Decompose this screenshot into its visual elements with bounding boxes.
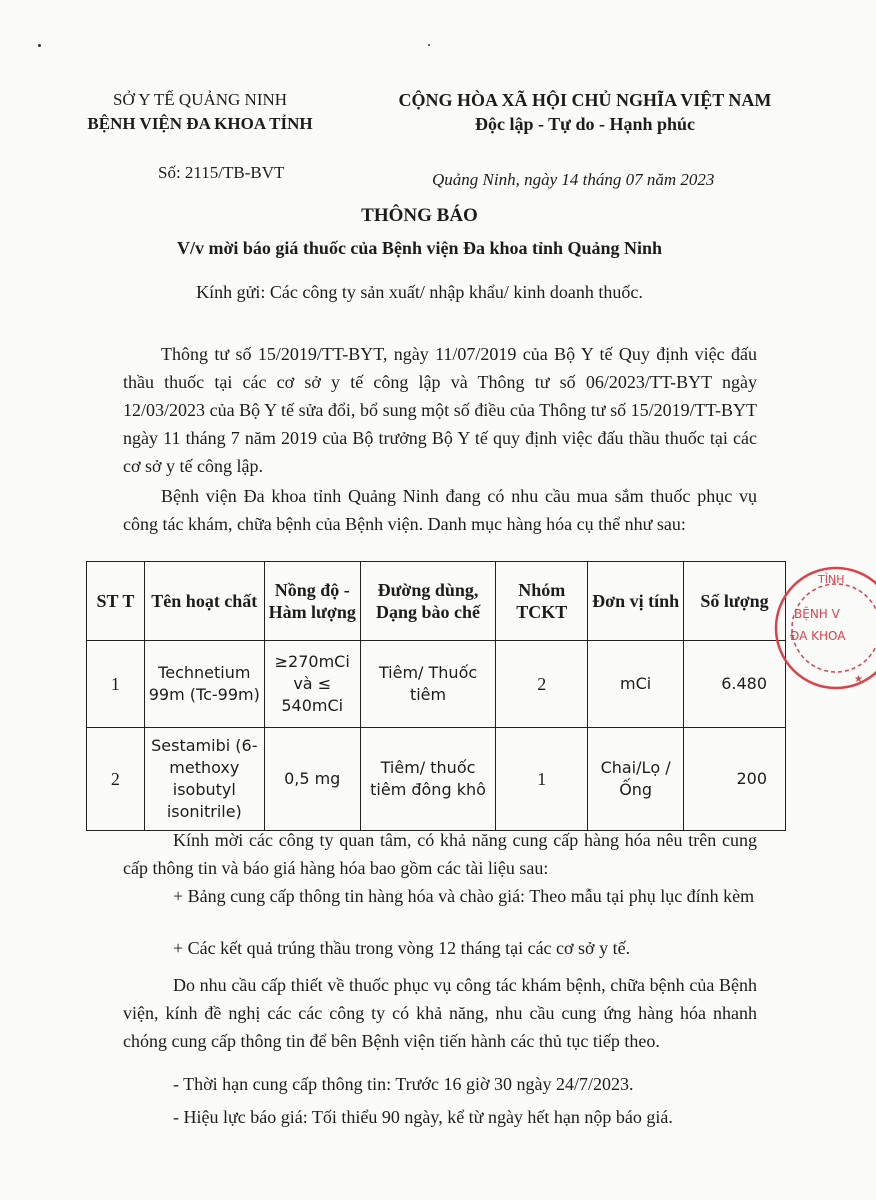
header-unit: Đơn vị tính bbox=[588, 562, 684, 641]
issuer-hospital: BỆNH VIỆN ĐA KHOA TỈNH bbox=[87, 114, 313, 133]
greeting: Kính gửi: Các công ty sản xuất/ nhập khẩu/ kinh doanh thuốc. bbox=[196, 282, 643, 302]
scan-speck bbox=[38, 44, 41, 47]
cell-quantity: 6.480 bbox=[684, 641, 786, 728]
cell-unit: mCi bbox=[588, 641, 684, 728]
header-group: Nhóm TCKT bbox=[496, 562, 588, 641]
paragraph-request: Do nhu cầu cấp thiết về thuốc phục vụ công tác khám bệnh, chữa bệnh của Bệnh viện, kính đề nghị các các công ty có khả năng, nhu cầu cung ứng hàng hóa nhanh chóng cung cấp thông tin để bên Bệnh viện tiến hành các thủ tục tiếp theo. bbox=[123, 975, 757, 1051]
scan-speck bbox=[428, 44, 430, 46]
header-route: Đường dùng, Dạng bào chế bbox=[360, 562, 496, 641]
document-number: Số: 2115/TB-BVT bbox=[158, 163, 285, 182]
table-row bbox=[87, 728, 786, 831]
cell-concentration: 0,5 mg bbox=[264, 728, 360, 831]
place-date: Quảng Ninh, ngày 14 tháng 07 năm 2023 bbox=[432, 170, 715, 189]
stamp-text-bottom: ĐA KHOA bbox=[790, 629, 846, 643]
drug-table bbox=[86, 561, 786, 831]
stamp-star-icon: ★ bbox=[854, 674, 863, 685]
cell-route: Tiêm/ thuốc tiêm đông khô bbox=[360, 728, 496, 831]
cell-concentration: ≥270mCi và ≤ 540mCi bbox=[264, 641, 360, 728]
cell-stt: 2 bbox=[87, 728, 145, 831]
cell-name: Sestamibi (6-methoxy isobutyl isonitrile) bbox=[144, 728, 264, 831]
cell-route: Tiêm/ Thuốc tiêm bbox=[360, 641, 496, 728]
cell-group: 2 bbox=[496, 641, 588, 728]
national-motto: Độc lập - Tự do - Hạnh phúc bbox=[474, 114, 696, 134]
stamp-outer-ring bbox=[776, 568, 876, 688]
cell-unit: Chai/Lọ /Ống bbox=[588, 728, 684, 831]
header-stt: ST T bbox=[87, 562, 145, 641]
cell-quantity: 200 bbox=[684, 728, 786, 831]
hospital-stamp bbox=[766, 558, 876, 708]
header-concentration: Nồng độ - Hàm lượng bbox=[264, 562, 360, 641]
paragraph-legal-basis: Thông tư số 15/2019/TT-BYT, ngày 11/07/2019 của Bộ Y tế Quy định việc đấu thầu thuốc tại các cơ sở y tế công lập và Thông tư số 06/2023/TT-BYT ngày 12/03/2023 của Bộ Y tế sửa đổi, bổ sung một số điều của Thông tư số 15/2019/TT-BYT ngày 11 tháng 7 năm 2019 của Bộ trưởng Bộ Y tế quy định việc đấu thầu thuốc tại các cơ sở y tế công lập. bbox=[123, 344, 757, 476]
bullet-tender-results: + Các kết quả trúng thầu trong vòng 12 tháng tại các cơ sở y tế. bbox=[173, 938, 631, 958]
nation-title: CỘNG HÒA XÃ HỘI CHỦ NGHĨA VIỆT NAM bbox=[398, 90, 772, 110]
document-subtitle: V/v mời báo giá thuốc của Bệnh viện Đa khoa tỉnh Quảng Ninh bbox=[176, 238, 663, 258]
header-quantity: Số lượng bbox=[684, 562, 786, 641]
paragraph-need: Bệnh viện Đa khoa tỉnh Quảng Ninh đang có nhu cầu mua sắm thuốc phục vụ công tác khám, chữa bệnh của Bệnh viện. Danh mục hàng hóa cụ thể như sau: bbox=[123, 486, 757, 534]
cell-stt: 1 bbox=[87, 641, 145, 728]
table-row bbox=[87, 641, 786, 728]
validity-line: - Hiệu lực báo giá: Tối thiểu 90 ngày, kể từ ngày hết hạn nộp báo giá. bbox=[173, 1107, 673, 1127]
stamp-inner-ring bbox=[792, 584, 876, 672]
cell-name: Technetium 99m (Tc-99m) bbox=[144, 641, 264, 728]
issuer-department: SỞ Y TẾ QUẢNG NINH bbox=[112, 90, 288, 109]
deadline-line: - Thời hạn cung cấp thông tin: Trước 16 giờ 30 ngày 24/7/2023. bbox=[173, 1074, 634, 1094]
paragraph-invitation: Kính mời các công ty quan tâm, có khả năng cung cấp hàng hóa nêu trên cung cấp thông tin và báo giá hàng hóa bao gồm các tài liệu sau: bbox=[123, 830, 757, 878]
issuer-block bbox=[60, 88, 340, 136]
bullet-info-sheet: + Bảng cung cấp thông tin hàng hóa và chào giá: Theo mẫu tại phụ lục đính kèm bbox=[173, 886, 755, 906]
table-header-row bbox=[87, 562, 786, 641]
stamp-text-middle: BỆNH V bbox=[794, 607, 840, 621]
national-header bbox=[380, 88, 790, 136]
document-title: THÔNG BÁO bbox=[361, 205, 478, 226]
stamp-text-top: TỈNH bbox=[818, 573, 845, 586]
header-name: Tên hoạt chất bbox=[144, 562, 264, 641]
cell-group: 1 bbox=[496, 728, 588, 831]
